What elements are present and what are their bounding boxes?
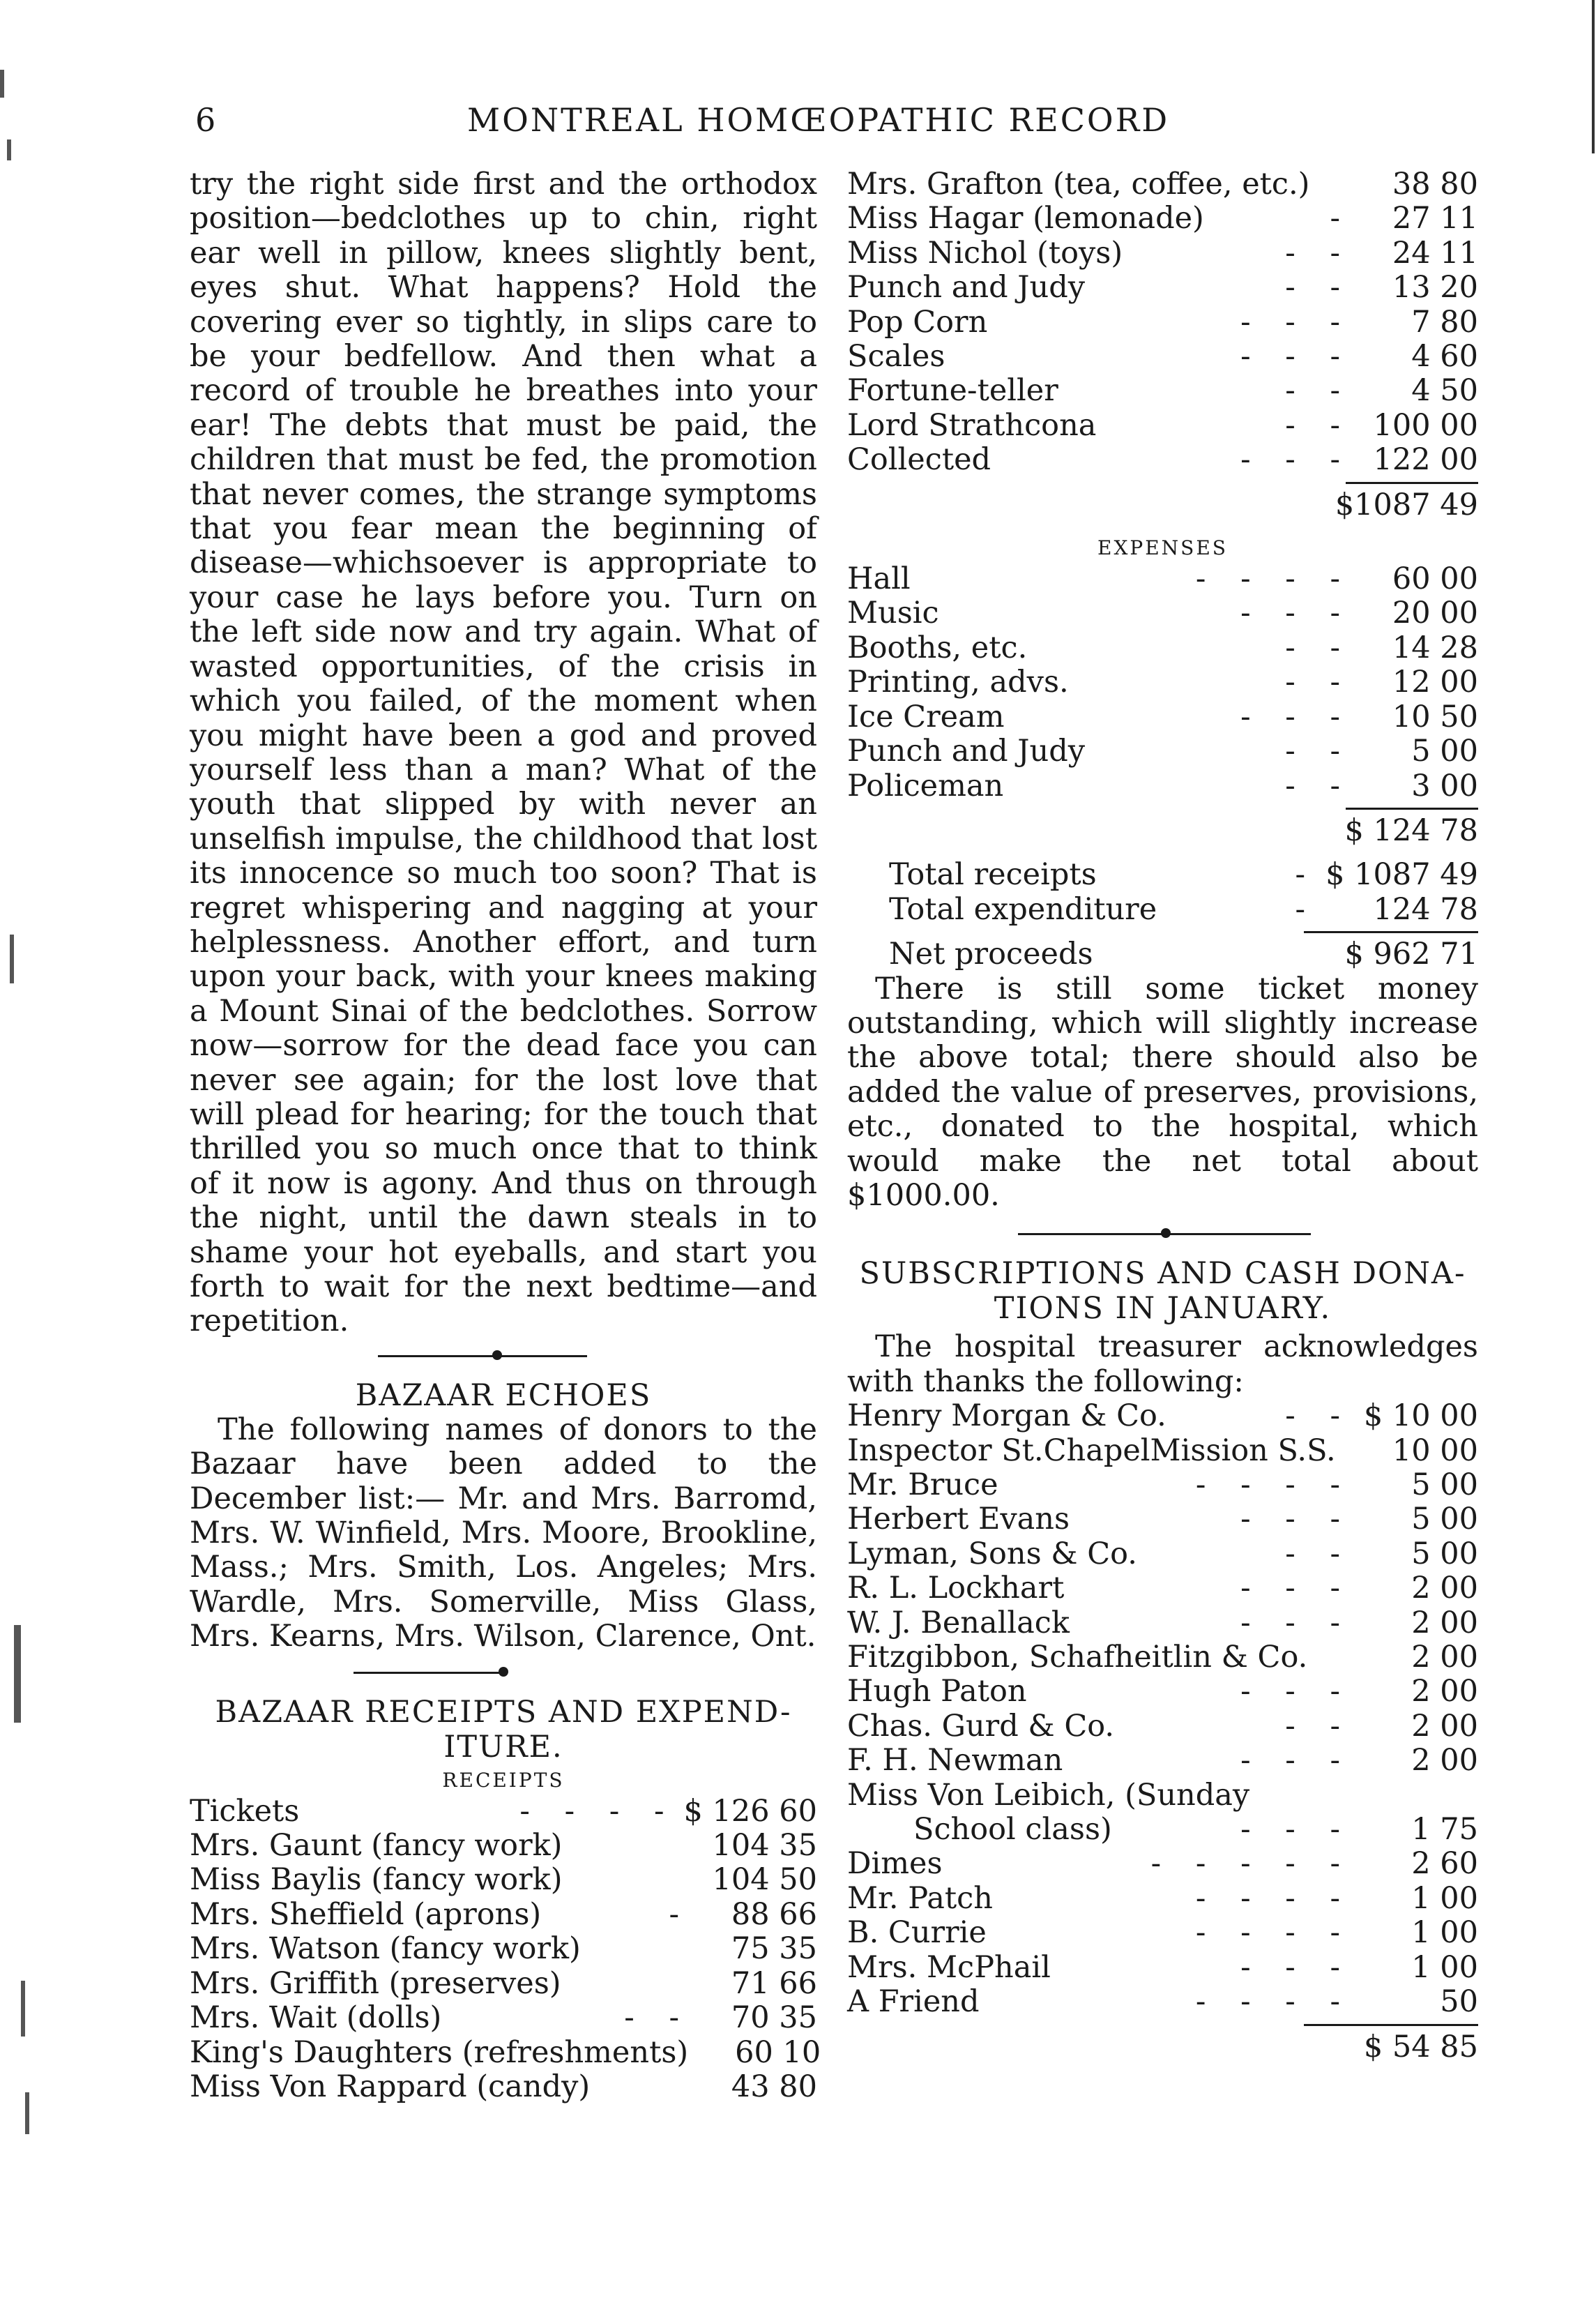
subscription-row: B. Currie - - - - 1 00 [847, 1915, 1478, 1951]
receipts-total: $1087 49 [1335, 487, 1478, 522]
section-divider [190, 1343, 817, 1368]
receipt-row: Mrs. Sheffield (aprons) - 88 66 [190, 1896, 817, 1932]
receipt-row: Punch and Judy - - 13 20 [847, 270, 1478, 305]
subscriptions-total: $ 54 85 [1363, 2029, 1478, 2064]
summary-row: Total receipts - $ 1087 49 [889, 857, 1478, 893]
subscription-row: School class) - - - 1 75 [913, 1812, 1478, 1848]
subscription-row: Henry Morgan & Co. - - $ 10 00 [847, 1398, 1478, 1434]
subscription-row: Chas. Gurd & Co. - - 2 00 [847, 1708, 1478, 1744]
expense-row: Ice Cream - - - 10 50 [847, 699, 1478, 734]
expenses-subheading: EXPENSES [1097, 536, 1228, 560]
net-proceeds: Net proceeds $ 962 71 [889, 937, 1478, 972]
receipt-row: Mrs. Gaunt (fancy work) 104 35 [190, 1828, 817, 1864]
scan-margin-marks [0, 0, 28, 2312]
left-column [190, 167, 821, 2104]
receipt-row: Mrs. Grafton (tea, coffee, etc.) 38 80 [847, 167, 1478, 202]
subscription-row: Mr. Bruce - - - - 5 00 [847, 1467, 1478, 1502]
subscriptions-heading: SUBSCRIPTIONS AND CASH DONA- [859, 1256, 1466, 1292]
receipt-row: Miss Baylis (fancy work) 104 50 [190, 1862, 817, 1898]
summary-row: Total expenditure - 124 78 [889, 891, 1478, 927]
expense-row: Printing, advs. - - 12 00 [847, 665, 1478, 700]
receipts-list [190, 1793, 821, 2105]
subscription-row: Lyman, Sons & Co. - - 5 00 [847, 1536, 1478, 1571]
receipts-heading-cont: ITURE. [443, 1729, 563, 1765]
subscription-row: Miss Von Leibich, (Sunday [847, 1777, 1250, 1813]
receipt-row: Collected - - - 122 00 [847, 442, 1478, 478]
subscription-row: W. J. Benallack - - - 2 00 [847, 1605, 1478, 1640]
subscription-row: A Friend - - - - 50 [847, 1984, 1478, 2020]
expenses-list [847, 562, 1478, 803]
receipt-row: Miss Von Rappard (candy) 43 80 [190, 2069, 817, 2104]
expense-row: Music - - - 20 00 [847, 596, 1478, 631]
receipt-row: Mrs. Griffith (preserves) 71 66 [190, 1965, 817, 2001]
echoes-heading: BAZAAR ECHOES [355, 1377, 652, 1413]
expense-row: Punch and Judy - - 5 00 [847, 734, 1478, 769]
subscriptions-intro: The hospital treasurer acknowledges with thanks the following: [847, 1329, 1478, 1399]
echoes-text: The following names of donors to the Bazaar have been added to the December list:— Mr. and Mrs. Barromd, Mrs. W. Winfield, Mrs. Moore, Brookline, Mass.; Mrs. Smith, Los. Angeles; Mrs. Wardle, Mrs. Somerville, Miss Glass, Mrs. Kearns, Mrs. Wilson, Clarence, Ont. [190, 1412, 817, 1654]
receipt-row: Fortune-teller - - 4 50 [847, 373, 1478, 409]
subscription-row: Mr. Patch - - - - 1 00 [847, 1880, 1478, 1916]
section-divider [190, 1660, 817, 1685]
receipt-row: King's Daughters (refreshments) 60 10 [190, 2034, 821, 2070]
proceeds-note: There is still some ticket money outstanding, which will slightly increase the above total; there should also be added the value of preserves, provisions, etc., donated to the hospital, which would make the net total about $1000.00. [847, 971, 1478, 1213]
receipts-heading: BAZAAR RECEIPTS AND EXPEND- [215, 1694, 792, 1730]
expense-row: Hall - - - - 60 00 [847, 561, 1478, 597]
subscription-row: R. L. Lockhart - - - 2 00 [847, 1571, 1478, 1606]
receipts-subheading: RECEIPTS [442, 1768, 565, 1792]
subscription-row: Dimes - - - - - 2 60 [847, 1846, 1478, 1882]
subscription-row: Hugh Paton - - - 2 00 [847, 1674, 1478, 1709]
subscription-row: F. H. Newman - - - 2 00 [847, 1743, 1478, 1778]
total-rule [1304, 931, 1478, 933]
section-divider [847, 1221, 1478, 1246]
scan-edge-line [1592, 0, 1595, 153]
subscriptions-list [847, 1399, 1478, 2019]
receipt-row: Tickets - - - - $ 126 60 [190, 1793, 817, 1829]
receipt-row: Miss Nichol (toys) - - 24 11 [847, 235, 1478, 271]
subscription-row: Inspector St.ChapelMission S.S. 10 00 [847, 1433, 1478, 1468]
receipt-row: Pop Corn - - - 7 80 [847, 304, 1478, 340]
page-number: 6 [195, 101, 216, 139]
subscriptions-heading-cont: TIONS IN JANUARY. [994, 1291, 1332, 1327]
expense-row: Booths, etc. - - 14 28 [847, 630, 1478, 665]
running-title: MONTREAL HOMŒOPATHIC RECORD [467, 101, 1170, 139]
subscription-row: Mrs. McPhail - - - 1 00 [847, 1949, 1478, 1985]
expense-row: Policeman - - 3 00 [847, 768, 1478, 803]
total-rule [1304, 2024, 1478, 2026]
receipt-row: Lord Strathcona - - 100 00 [847, 407, 1478, 443]
total-rule [1346, 482, 1478, 484]
receipt-row: Scales - - - 4 60 [847, 339, 1478, 375]
expenses-total: $ 124 78 [1344, 813, 1478, 848]
subscription-row: Herbert Evans - - - 5 00 [847, 1502, 1478, 1537]
receipt-row: Mrs. Wait (dolls) - - 70 35 [190, 2000, 817, 2036]
receipts-list-continued [847, 167, 1478, 478]
subscription-row: Fitzgibbon, Schafheitlin & Co. 2 00 [847, 1640, 1478, 1675]
receipt-row: Mrs. Watson (fancy work) 75 35 [190, 1931, 817, 1967]
page-header [195, 101, 1478, 150]
receipt-row: Miss Hagar (lemonade) - 27 11 [847, 201, 1478, 236]
story-continuation: try the right side first and the orthodox position—bedclothes up to chin, right ear well in pillow, knees slightly bent, eyes shut. What happens? Hold the covering ever so tightly, in slips care to be your bedfellow. And then what a record of trouble he breathes into your ear! The debts that must be paid, the children that must be fed, the promotion that never comes, the strange symptoms that you fear mean the beginning of disease—whichsoever is appropriate to your case he lays before you. Turn on the left side now and try again. What of wasted opportunities, of the crisis in which you failed, of the moment when you might have been a god and proved yourself less than a man? What of the youth that slipped by with never an unselfish impulse, the childhood that lost its innocence so much too soon? That is regret whispering and nagging at your helplessness. Another effort, and turn upon your back, with your knees making a Mount Sinai of the bedclothes. Sorrow now—sorrow for the dead face you can never see again; for the lost love that will plead for hearing; for the touch that thrilled you so much once that to think of it now is agony. And thus on through the night, until the dawn steals in to shame your hot eyeballs, and start you forth to wait for the next bedtime—and repetition. [190, 167, 817, 1339]
total-rule [1346, 808, 1478, 810]
right-column [847, 167, 1478, 2064]
